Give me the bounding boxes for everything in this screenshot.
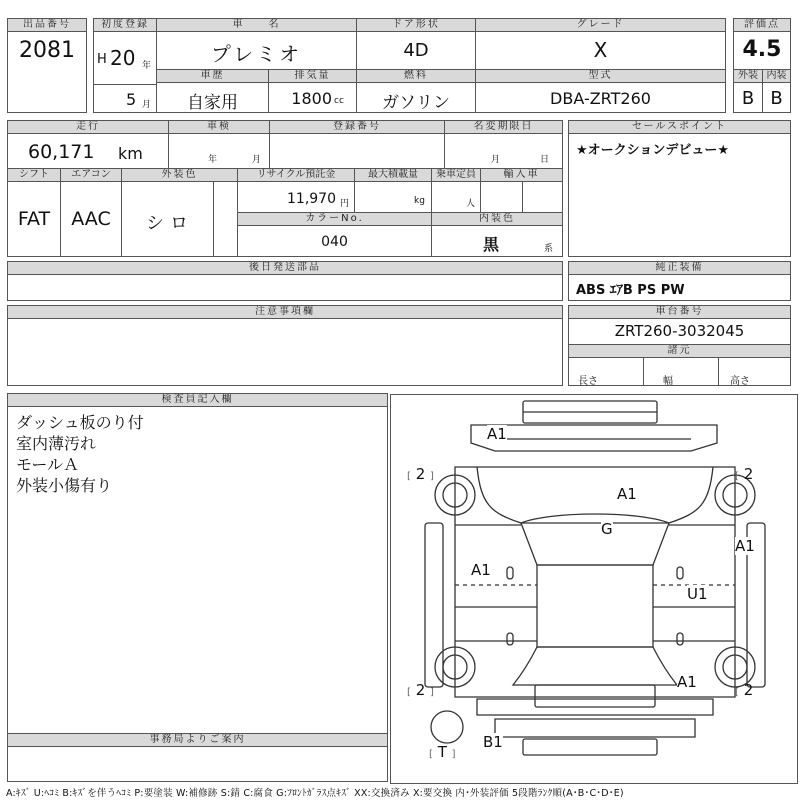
spare-tire-mark: [ T ] [429, 743, 456, 761]
inspection-month-unit: 月 [252, 155, 262, 165]
exterior-grade-label: 外装 [733, 69, 763, 83]
month-unit: 月 [142, 100, 152, 110]
load-label: 最大積載量 [354, 168, 432, 182]
chassis-label: 車台番号 [568, 305, 791, 319]
color-number: 040 [321, 234, 348, 250]
recycle-label: リサイクル預託金 [237, 168, 355, 182]
damage-mark: A1 [735, 537, 755, 555]
inspector-label: 検査員記入欄 [7, 393, 388, 407]
model-code: DBA-ZRT260 [550, 89, 651, 108]
car-diagram [390, 394, 798, 784]
tire-tread-front-left: [ 2 ] [407, 465, 434, 483]
lot-number: 2081 [19, 38, 75, 63]
mileage-unit: km [118, 144, 143, 163]
era: H [97, 52, 107, 67]
recycle-unit: 円 [340, 199, 350, 209]
office-cell [7, 746, 388, 782]
recycle-fee: 11,970 [287, 191, 336, 207]
sales-point: ★オークションデビュー★ [576, 143, 730, 158]
namechange-month-unit: 月 [491, 155, 501, 165]
mileage-label: 走行 [7, 120, 169, 134]
dimensions-label: 諸元 [568, 344, 791, 358]
history-label: 車歴 [156, 69, 269, 83]
seats-unit: 人 [466, 199, 476, 209]
notes-cell [7, 318, 563, 386]
interior-color-unit: 系 [544, 244, 554, 254]
exterior-grade: B [741, 88, 755, 109]
remark-line: ダッシュ板のり付 [16, 413, 144, 432]
import-label: 輸入車 [480, 168, 563, 182]
registration-label: 初度登録 [93, 18, 157, 32]
grade: X [593, 38, 608, 62]
legend: A:ｷｽﾞ U:ﾍｺﾐ B:ｷｽﾞを伴うﾍｺﾐ P:要塗装 W:補修跡 S:錆 C:腐食 G:ﾌﾛﾝﾄｶﾞﾗｽ点ｷｽﾞ XX:交換済み X:要交換 内･外装評価 5段階ﾗﾝｸ順(A･B･C･D･E) [6, 788, 624, 799]
chassis-number: ZRT260-3032045 [614, 322, 745, 340]
shift-label: シフト [7, 168, 61, 182]
tire-tread-rear-right: [ 2 [735, 681, 754, 699]
fuel-label: 燃料 [356, 69, 476, 83]
remark-line: 外装小傷有り [16, 476, 113, 495]
grade-label: グレード [475, 18, 726, 32]
damage-mark: G [601, 520, 613, 538]
door-label: ドア形状 [356, 18, 476, 32]
tire-tread-rear-left: [ 2 ] [407, 681, 434, 699]
exterior-color: シロ [146, 213, 194, 234]
damage-mark: U1 [687, 585, 708, 603]
height-label: 高さ [730, 376, 750, 387]
dimensions-cell [568, 357, 791, 386]
damage-mark: A1 [471, 561, 491, 579]
colorno-label: カラーNo. [237, 212, 432, 226]
damage-mark: A1 [677, 673, 697, 691]
model-label: 型式 [475, 69, 726, 83]
namechange-label: 名変期限日 [444, 120, 563, 134]
sales-label: セールスポイント [568, 120, 791, 134]
reg-month: 5 [126, 90, 137, 109]
ac-label: エアコン [60, 168, 122, 182]
lot-label: 出品番号 [7, 18, 87, 32]
aircon: AAC [71, 208, 111, 230]
regno-label: 登録番号 [269, 120, 445, 134]
cc-unit: cc [334, 96, 344, 106]
remark-line: 室内薄汚れ [16, 434, 97, 453]
fuel: ガソリン [382, 93, 450, 113]
name-label: 車 名 [156, 18, 357, 32]
history: 自家用 [187, 93, 238, 113]
mileage: 60,171 [28, 141, 95, 163]
damage-mark: B1 [483, 733, 503, 751]
later-parts-label: 後日発送部品 [7, 261, 563, 275]
notes-label: 注意事項欄 [7, 305, 563, 319]
width-label: 幅 [663, 376, 673, 387]
later-parts-cell [7, 274, 563, 301]
car-outline [391, 395, 799, 785]
interior-grade: B [770, 88, 783, 109]
length-label: 長さ [578, 376, 598, 387]
tire-tread-front-right: [ 2 [735, 465, 754, 483]
regno-cell [269, 133, 445, 169]
score: 4.5 [742, 37, 782, 62]
intcolor-label: 内装色 [431, 212, 563, 226]
shift: FAT [17, 208, 51, 230]
cc-label: 排気量 [268, 69, 357, 83]
color-label: 外装色 [121, 168, 238, 182]
office-label: 事務局よりご案内 [7, 733, 388, 747]
damage-mark: A1 [487, 425, 507, 443]
door-type: 4D [403, 40, 429, 61]
inspection-label: 車検 [168, 120, 270, 134]
interior-color: 黒 [483, 235, 500, 254]
seats-label: 乗車定員 [431, 168, 481, 182]
car-name: プレミオ [210, 42, 303, 66]
displacement: 1800 [291, 89, 332, 108]
remark-line: モールＡ [16, 455, 80, 474]
year-unit: 年 [142, 61, 152, 71]
inspection-year-unit: 年 [208, 155, 218, 165]
equipment: ABS ｴｱB PS PW [576, 283, 685, 298]
interior-grade-label: 内装 [762, 69, 791, 83]
reg-year: 20 [110, 46, 136, 70]
load-unit: kg [414, 196, 425, 206]
damage-mark: A1 [617, 485, 637, 503]
score-label: 評価点 [733, 18, 791, 32]
namechange-day-unit: 日 [540, 155, 550, 165]
equipment-label: 純正装備 [568, 261, 791, 275]
